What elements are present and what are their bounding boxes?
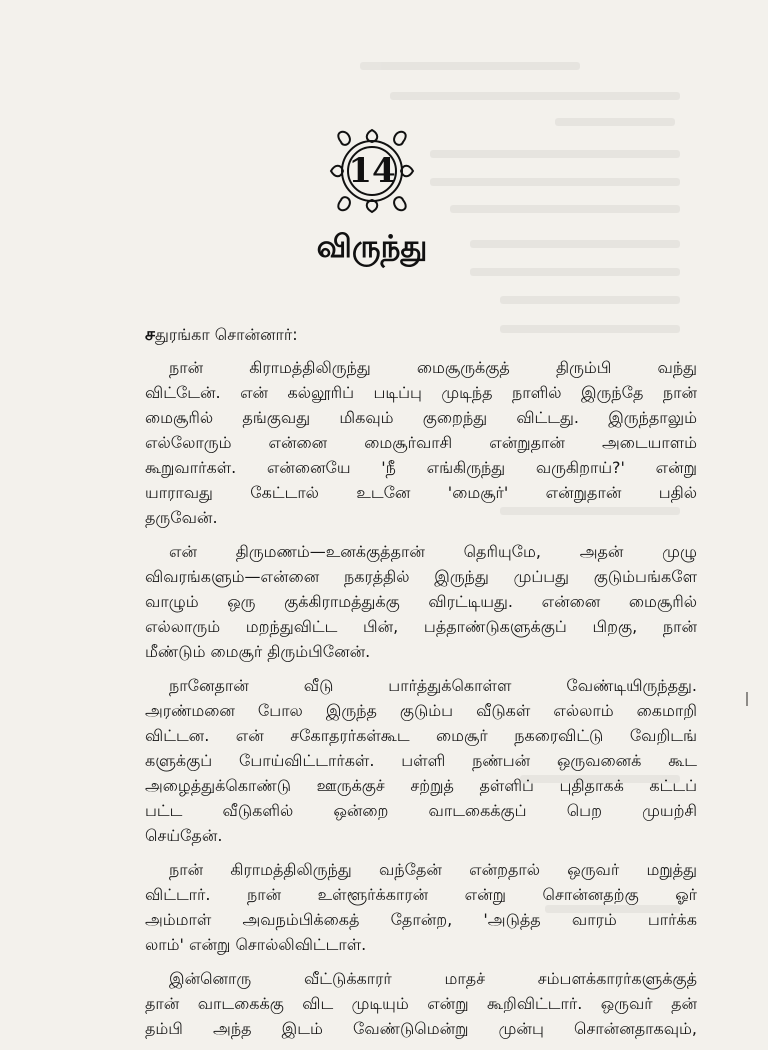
paragraph-line: இன்னொரு வீட்டுக்காரர் மாதச் சம்பளக்காரர்களுக்குத் <box>169 969 697 988</box>
paragraph-2 <box>145 539 697 664</box>
paragraph-line: மைசூரில் தங்குவது மிகவும் குறைந்து விட்டது. இருந்தாலும் <box>145 408 697 427</box>
paragraph-line: விட்டார். நான் உள்ளூர்க்காரன் என்று சொன்னதற்கு ஓர் <box>145 885 697 904</box>
paragraph-line: விட்டன. என் சகோதரர்கள்கூட மைசூர் நகரைவிட்டு வேறிடங் <box>145 726 697 745</box>
paragraph-line: தான் வாடகைக்கு விட முடியும் என்று கூறிவிட்டார். ஒருவர் தன் <box>145 994 697 1013</box>
paragraph-line: பட்ட வீடுகளில் ஒன்றை வாடகைக்குப் பெற முயற்சி <box>145 801 697 820</box>
paragraph-5 <box>145 966 697 1041</box>
paragraph-line: அழைத்துக்கொண்டு ஊருக்குச் சற்றுத் தள்ளிப் புதிதாகக் கட்டப் <box>145 776 697 795</box>
paragraph-line: வாழும் ஒரு குக்கிராமத்துக்கு விரட்டியது. என்னை மைசூரில் <box>145 592 697 611</box>
paragraph-line: தருவேன். <box>145 508 218 527</box>
speaker-initial: ச <box>145 324 155 345</box>
paragraph-line: கூறுவார்கள். என்னையே 'நீ எங்கிருந்து வருகிறாய்?' என்று <box>145 458 697 477</box>
chapter-body <box>145 322 697 1050</box>
paragraph-line: நான் கிராமத்திலிருந்து வந்தேன் என்றதால் ஒருவர் மறுத்து <box>169 860 697 879</box>
paragraph-line: லாம்' என்று சொல்லிவிட்டாள். <box>145 935 367 954</box>
speaker-intro <box>145 322 697 347</box>
paragraph-line: எல்லோரும் என்னை மைசூர்வாசி என்றுதான் அடையாளம் <box>145 433 697 452</box>
chapter-number: 14 <box>348 151 396 191</box>
paragraph-line: அம்மாள் அவநம்பிக்கைத் தோன்ற, 'அடுத்த வாரம் பார்க்க <box>145 910 697 929</box>
paragraph-line: எல்லாரும் மறந்துவிட்ட பின், பத்தாண்டுகளுக்குப் பிறகு, நான் <box>145 617 697 636</box>
paragraph-line: விட்டேன். என் கல்லூரிப் படிப்பு முடிந்த நாளில் இருந்தே நான் <box>145 383 697 402</box>
paragraph-3 <box>145 673 697 848</box>
paragraph-4 <box>145 857 697 957</box>
paragraph-line: யாராவது கேட்டால் உடனே 'மைசூர்' என்றுதான் பதில் <box>145 483 697 502</box>
paragraph-line: நானேதான் வீடு பார்த்துக்கொள்ள வேண்டியிருந்தது. <box>169 676 697 695</box>
paragraph-line: மீண்டும் மைசூர் திரும்பினேன். <box>145 642 371 661</box>
paragraph-line: களுக்குப் போய்விட்டார்கள். பள்ளி நண்பன் ஒருவனைக் கூட <box>145 751 697 770</box>
paragraph-line: செய்தேன். <box>145 826 223 845</box>
chapter-title: விருந்து <box>316 229 428 265</box>
paragraph-line: தம்பி அந்த இடம் வேண்டுமென்று முன்பு சொன்னதாகவும், <box>145 1019 697 1038</box>
paragraph-1 <box>145 355 697 530</box>
margin-mark <box>746 692 748 706</box>
paragraph-line: நான் கிராமத்திலிருந்து மைசூருக்குத் திரும்பி வந்து <box>169 358 697 377</box>
speaker-text: துரங்கா சொன்னார்: <box>154 325 298 344</box>
paragraph-line: விவரங்களும்—என்னை நகரத்தில் இருந்து முப்பது குடும்பங்களே <box>145 567 697 586</box>
paragraph-line: அரண்மனை போல இருந்த குடும்ப வீடுகள் எல்லாம் கைமாறி <box>145 701 697 720</box>
paragraph-line: என் திருமணம்—உனக்குத்தான் தெரியுமே, அதன் முழு <box>169 542 697 561</box>
